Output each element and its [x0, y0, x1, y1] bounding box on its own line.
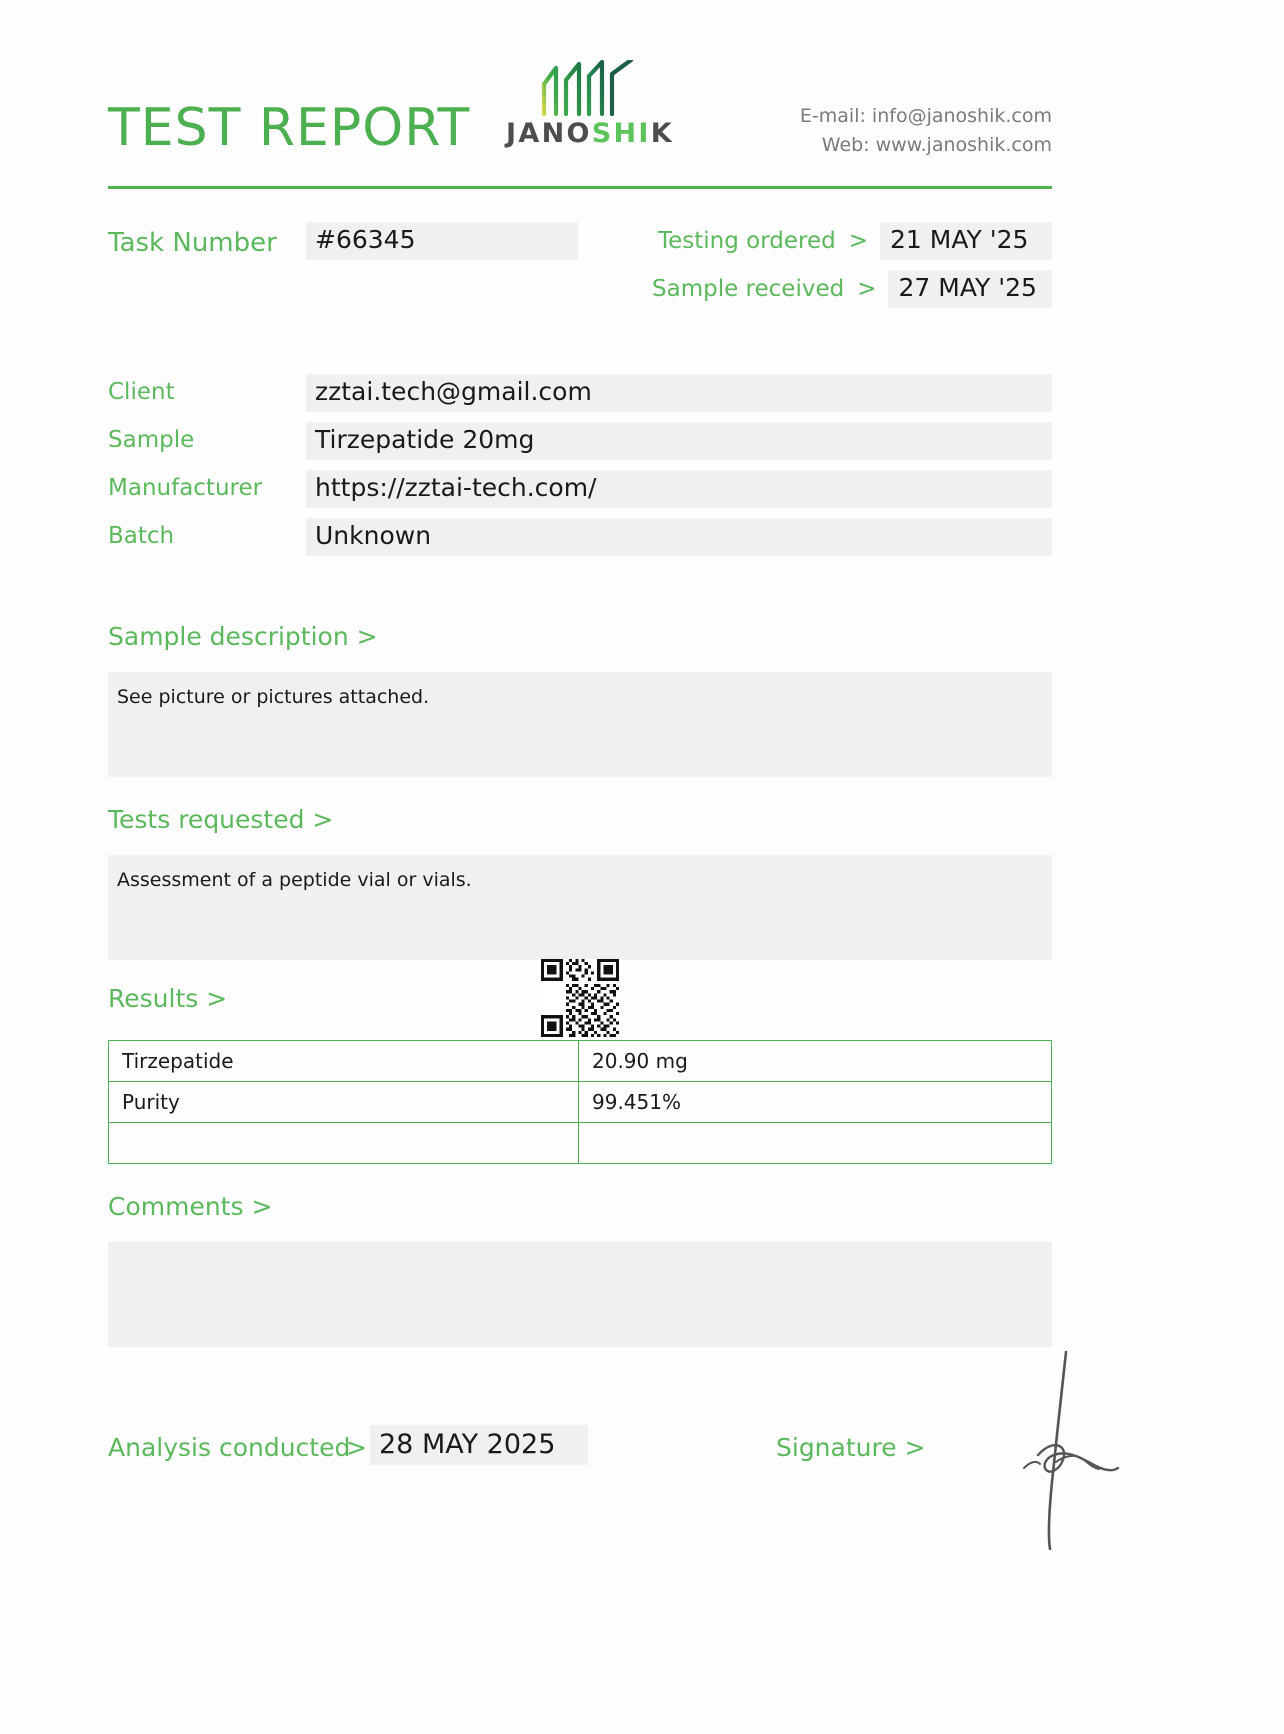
results-heading: Results >	[108, 984, 228, 1013]
table-row	[109, 1082, 1052, 1123]
header-divider	[108, 186, 1052, 189]
sample-description-heading: Sample description >	[108, 622, 378, 651]
results-table	[108, 1040, 1052, 1164]
testing-ordered-row	[652, 222, 1052, 260]
info-row-batch	[108, 518, 1052, 556]
client-value: zztai.tech@gmail.com	[306, 374, 1052, 412]
janoshik-logo	[500, 60, 680, 149]
contact-email: E-mail: info@janoshik.com	[799, 105, 1052, 127]
logo-word-suffix: K	[650, 118, 674, 149]
logo-wordmark	[500, 118, 680, 149]
sample-value: Tirzepatide 20mg	[306, 422, 1052, 460]
sample-label: Sample	[108, 427, 195, 453]
chevron-right-icon: >	[346, 1433, 367, 1462]
result-name	[109, 1123, 579, 1164]
table-row	[109, 1041, 1052, 1082]
result-name: Tirzepatide	[109, 1041, 579, 1082]
report-header	[108, 60, 1052, 180]
sample-info-block	[108, 374, 1052, 566]
signature-mark	[938, 1350, 1138, 1550]
sample-received-label: Sample received	[652, 276, 845, 302]
info-row-manufacturer	[108, 470, 1052, 508]
dates-block	[652, 222, 1052, 318]
logo-chart-icon	[500, 60, 680, 116]
client-label: Client	[108, 379, 175, 405]
qr-code-icon	[541, 959, 619, 1037]
result-name: Purity	[109, 1082, 579, 1123]
batch-label: Batch	[108, 523, 175, 549]
contact-info	[800, 102, 1052, 161]
signature-label: Signature >	[776, 1433, 926, 1462]
comments-heading: Comments >	[108, 1192, 273, 1221]
result-value: 99.451%	[579, 1082, 1052, 1123]
table-row	[109, 1123, 1052, 1164]
result-value: 20.90 mg	[579, 1041, 1052, 1082]
info-row-client	[108, 374, 1052, 412]
task-number-label: Task Number	[108, 228, 277, 258]
page-title: TEST REPORT	[108, 98, 471, 158]
batch-value: Unknown	[306, 518, 1052, 556]
manufacturer-label: Manufacturer	[108, 475, 263, 501]
chevron-right-icon: >	[857, 276, 877, 302]
analysis-conducted-value: 28 MAY 2025	[370, 1425, 588, 1465]
task-and-dates	[108, 222, 1052, 318]
contact-web: Web: www.janoshik.com	[821, 134, 1052, 157]
analysis-conducted-label: Analysis conducted	[108, 1433, 351, 1462]
tests-requested-heading: Tests requested >	[108, 805, 334, 834]
info-row-sample	[108, 422, 1052, 460]
sample-received-row	[652, 270, 1052, 308]
manufacturer-value: https://zztai-tech.com/	[306, 470, 1052, 508]
logo-word-prefix: JANO	[506, 118, 592, 149]
sample-description-body: See picture or pictures attached.	[108, 672, 1052, 777]
tests-requested-body: Assessment of a peptide vial or vials.	[108, 855, 1052, 960]
testing-ordered-label: Testing ordered	[657, 228, 836, 254]
task-number-value: #66345	[306, 222, 578, 260]
sample-received-value: 27 MAY '25	[888, 270, 1052, 308]
testing-ordered-value: 21 MAY '25	[880, 222, 1052, 260]
report-footer	[108, 1425, 1052, 1485]
logo-word-highlight: SHI	[591, 118, 651, 149]
result-value	[579, 1123, 1052, 1164]
chevron-right-icon: >	[848, 228, 868, 254]
comments-body	[108, 1242, 1052, 1347]
